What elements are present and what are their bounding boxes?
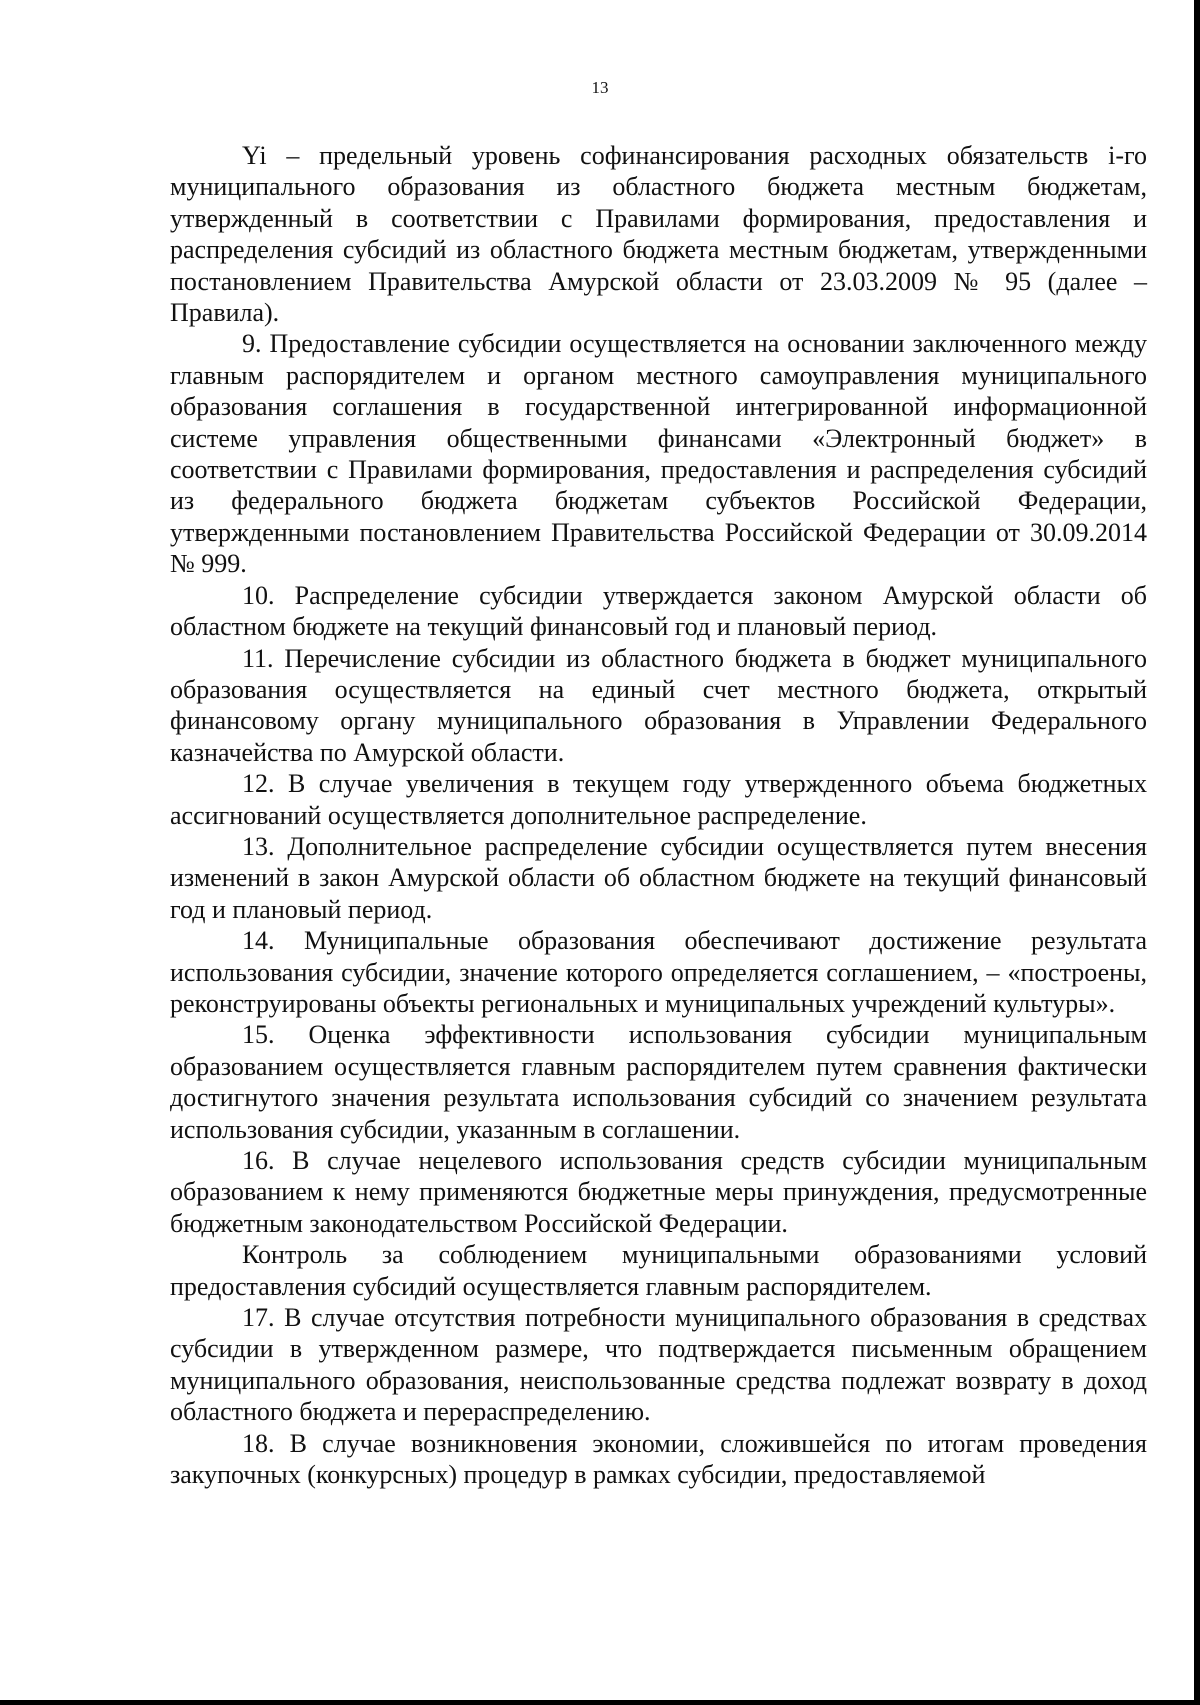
page-number: 13 xyxy=(591,78,609,97)
paragraph-12: 12. В случае увеличения в текущем году утвержденного объема бюджетных ассигнований осуществляется дополнительное распределение. xyxy=(170,769,1147,830)
paragraph-11: 11. Перечисление субсидии из областного бюджета в бюджет муниципального образования осуществляется на единый счет местного бюджета, открытый финансовому органу муниципального образования в Управлении Федерального казначейства по Амурской области. xyxy=(170,643,1147,767)
document-body xyxy=(170,140,1147,1490)
paragraph-9: 9. Предоставление субсидии осуществляется на основании заключенного между главным распорядителем и органом местного самоуправления муниципального образования соглашения в государственной интегрированной информационной системе управления общественными финансами «Электронный бюджет» в соответствии с Правилами формирования, предоставления и распределения субсидий из федерального бюджета бюджетам субъектов Российской Федерации, утвержденными постановлением Правительства Российской Федерации от 30.09.2014 № 999. xyxy=(170,329,1147,579)
paragraph-control: Контроль за соблюдением муниципальными образованиями условий предоставления субсидий осуществляется главным распорядителем. xyxy=(170,1240,1147,1301)
paragraph-16: 16. В случае нецелевого использования средств субсидии муниципальным образованием к нему применяются бюджетные меры принуждения, предусмотренные бюджетным законодательством Российской Федерации. xyxy=(170,1146,1147,1238)
paragraph-yi-definition: Yi – предельный уровень софинансирования расходных обязательств i-го муниципального образования из областного бюджета местным бюджетам, утвержденный в соответствии с Правилами формирования, предоставления и распределения субсидий из областного бюджета местным бюджетам, утвержденными постановлением Правительства Амурской области от 23.03.2009 № 95 (далее – Правила). xyxy=(170,141,1147,328)
paragraph-13: 13. Дополнительное распределение субсидии осуществляется путем внесения изменений в закон Амурской области об областном бюджете на текущий финансовый год и плановый период. xyxy=(170,831,1147,924)
paragraph-18: 18. В случае возникновения экономии, сложившейся по итогам проведения закупочных (конкурсных) процедур в рамках субсидии, предоставляемой xyxy=(170,1428,1147,1490)
paragraph-15: 15. Оценка эффективности использования субсидии муниципальным образованием осуществляется главным распорядителем путем сравнения фактически достигнутого значения результата использования субсидий со значением результата использования субсидии, указанным в соглашении. xyxy=(170,1020,1147,1144)
scan-border-bottom xyxy=(0,1700,1200,1705)
paragraph-17: 17. В случае отсутствия потребности муниципального образования в средствах субсидии в утвержденном размере, что подтверждается письменным обращением муниципального образования, неиспользованные средства подлежат возврату в доход областного бюджета и перераспределению. xyxy=(170,1303,1147,1427)
paragraph-10: 10. Распределение субсидии утверждается законом Амурской области об областном бюджете на текущий финансовый год и плановый период. xyxy=(170,580,1147,642)
paragraph-14: 14. Муниципальные образования обеспечивают достижение результата использования субсидии, значение которого определяется соглашением, – «построены, реконструированы объекты региональных и муниципальных учреждений культуры». xyxy=(170,926,1147,1018)
scan-border-right xyxy=(1194,0,1200,1705)
